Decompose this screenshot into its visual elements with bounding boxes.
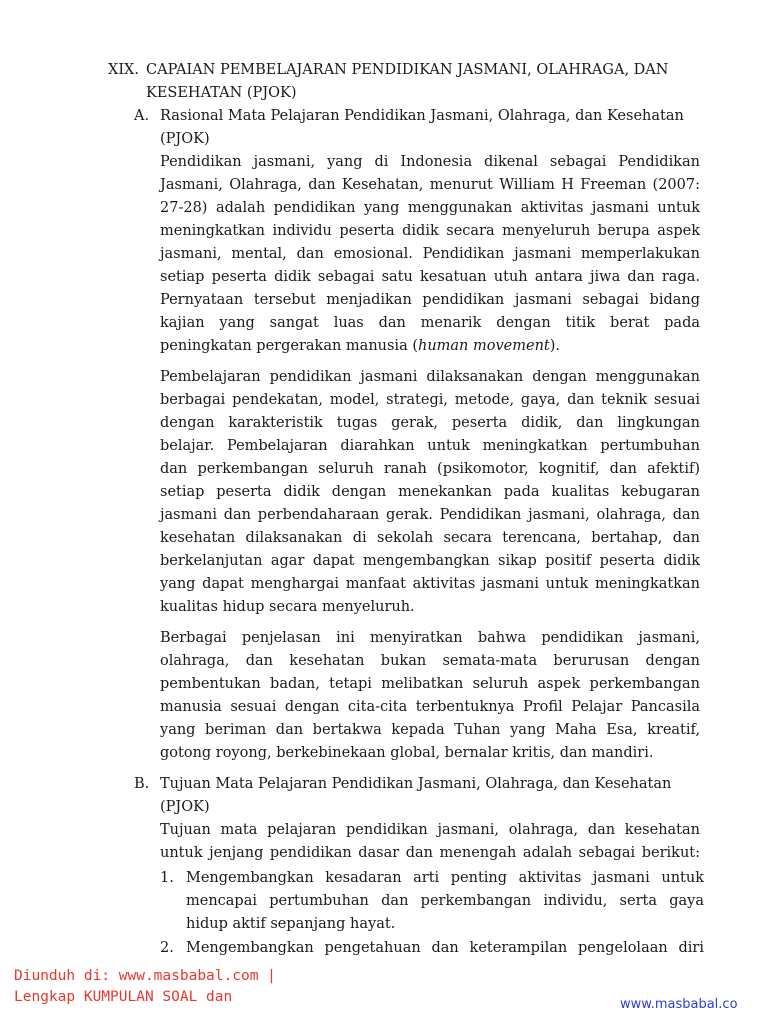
- part-a-label: A.: [134, 108, 150, 124]
- watermark-corner-link[interactable]: www.masbabal.co: [620, 997, 738, 1012]
- paragraph-line: Pembelajaran pendidikan jasmani dilaksanakan dengan menggunakan: [160, 369, 700, 385]
- paragraph-line: pembentukan badan, tetapi melibatkan seluruh aspek perkembangan: [160, 676, 700, 692]
- list-item-line: mencapai pertumbuhan dan perkembangan individu, serta gaya: [186, 893, 704, 909]
- paragraph-line: yang beriman dan bertakwa kepada Tuhan yang Maha Esa, kreatif,: [160, 722, 700, 738]
- paragraph-line: Tujuan mata pelajaran pendidikan jasmani, olahraga, dan kesehatan: [160, 822, 700, 838]
- section-title-line2: KESEHATAN (PJOK): [146, 85, 297, 101]
- paragraph-line: dengan karakteristik tugas gerak, peserta didik, dan lingkungan: [160, 415, 700, 431]
- watermark-line1: Diunduh di: www.masbabal.com |: [14, 968, 276, 984]
- paragraph-line: berkelanjutan agar dapat mengembangkan sikap positif peserta didik: [160, 553, 700, 569]
- paragraph-line: olahraga, dan kesehatan bukan semata-mata berurusan dengan: [160, 653, 700, 669]
- paragraph-last-line: gotong royong, berkebinekaan global, bernalar kritis, dan mandiri.: [160, 745, 654, 761]
- list-item-last-line: hidup aktif sepanjang hayat.: [186, 916, 396, 932]
- text-segment: ).: [549, 338, 561, 354]
- paragraph-line: jasmani dan perbendaharaan gerak. Pendidikan jasmani, olahraga, dan: [160, 507, 700, 523]
- paragraph-line: untuk jenjang pendidikan dasar dan menengah adalah sebagai berikut:: [160, 845, 700, 861]
- list-item-line: Mengembangkan kesadaran arti penting aktivitas jasmani untuk: [186, 870, 704, 886]
- part-b-heading-line2: (PJOK): [160, 799, 210, 815]
- section-number: XIX.: [108, 62, 139, 78]
- part-a-heading-line2: (PJOK): [160, 131, 210, 147]
- paragraph-line: jasmani, mental, dan emosional. Pendidikan jasmani memperlakukan: [160, 246, 700, 262]
- part-a-heading-line1: Rasional Mata Pelajaran Pendidikan Jasmani, Olahraga, dan Kesehatan: [160, 108, 684, 124]
- part-b-heading-line1: Tujuan Mata Pelajaran Pendidikan Jasmani, Olahraga, dan Kesehatan: [160, 776, 672, 792]
- paragraph-line: setiap peserta didik sebagai satu kesatuan utuh antara jiwa dan raga.: [160, 269, 700, 285]
- paragraph-line: setiap peserta didik dengan menekankan pada kualitas kebugaran: [160, 484, 700, 500]
- part-b-label: B.: [134, 776, 150, 792]
- list-number: 2.: [160, 940, 174, 956]
- paragraph-line: 27-28) adalah pendidikan yang menggunakan aktivitas jasmani untuk: [160, 200, 700, 216]
- paragraph-line: manusia sesuai dengan cita-cita terbentuknya Profil Pelajar Pancasila: [160, 699, 700, 715]
- paragraph-line: kajian yang sangat luas dan menarik dengan titik berat pada: [160, 315, 700, 331]
- list-item-line: Mengembangkan pengetahuan dan keterampilan pengelolaan diri: [186, 940, 704, 956]
- paragraph-line: Pernyataan tersebut menjadikan pendidikan jasmani sebagai bidang: [160, 292, 700, 308]
- paragraph-line: Pendidikan jasmani, yang di Indonesia dikenal sebagai Pendidikan: [160, 154, 700, 170]
- text-segment: peningkatan pergerakan manusia (: [160, 338, 418, 354]
- watermark-line2: Lengkap KUMPULAN SOAL dan: [14, 989, 233, 1005]
- paragraph-line: kesehatan dilaksanakan di sekolah secara terencana, bertahap, dan: [160, 530, 700, 546]
- paragraph-line: yang dapat menghargai manfaat aktivitas jasmani untuk meningkatkan: [160, 576, 700, 592]
- italic-term: human movement: [417, 338, 550, 354]
- paragraph-last-line: [160, 335, 560, 357]
- paragraph-last-line: kualitas hidup secara menyeluruh.: [160, 599, 415, 615]
- paragraph-line: Berbagai penjelasan ini menyiratkan bahwa pendidikan jasmani,: [160, 630, 700, 646]
- paragraph-line: berbagai pendekatan, model, strategi, metode, gaya, dan teknik sesuai: [160, 392, 700, 408]
- section-title-line1: CAPAIAN PEMBELAJARAN PENDIDIKAN JASMANI, OLAHRAGA, DAN: [146, 62, 669, 78]
- paragraph-line: belajar. Pembelajaran diarahkan untuk meningkatkan pertumbuhan: [160, 438, 700, 454]
- list-number: 1.: [160, 870, 174, 886]
- paragraph-line: Jasmani, Olahraga, dan Kesehatan, menurut William H Freeman (2007:: [160, 177, 700, 193]
- paragraph-line: meningkatkan individu peserta didik secara menyeluruh berupa aspek: [160, 223, 700, 239]
- paragraph-line: dan perkembangan seluruh ranah (psikomotor, kognitif, dan afektif): [160, 461, 700, 477]
